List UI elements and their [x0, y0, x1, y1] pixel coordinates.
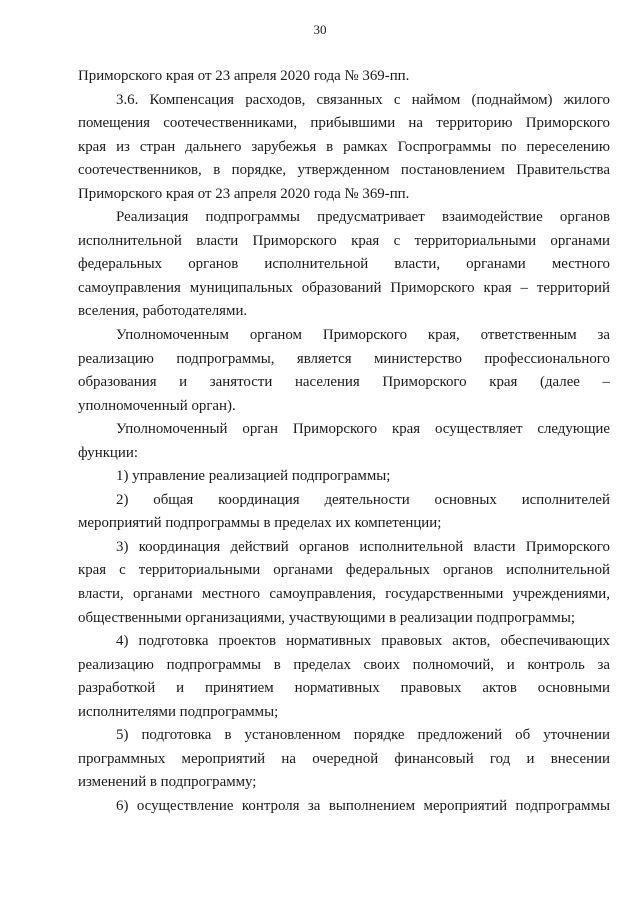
- paragraph: [78, 206, 610, 324]
- paragraph: [78, 65, 610, 89]
- text-line: 3.6. Компенсация расходов, связанных с наймом (поднаймом) жилого: [116, 91, 610, 108]
- paragraph: [78, 536, 610, 630]
- text-line: Уполномоченным органом Приморского края, ответственным за: [116, 327, 610, 344]
- text-line: изменений в подпрограмму;: [78, 774, 257, 791]
- text-line: власти, органами местного самоуправления, государственными учреждениями,: [78, 586, 610, 603]
- text-line: самоуправления муниципальных образований Приморского края – территорий: [78, 279, 610, 296]
- text-line: исполнителями подпрограммы;: [78, 703, 279, 720]
- text-line: края из стран дальнего зарубежья в рамках Госпрограммы по переселению: [78, 138, 610, 155]
- paragraph: [78, 724, 610, 795]
- text-line: 5) подготовка в установленном порядке предложений об уточнении: [116, 727, 610, 744]
- text-line: федеральных органов исполнительной власти, органами местного: [78, 256, 610, 273]
- text-line: программных мероприятий на очередной финансовый год и внесении: [78, 750, 610, 767]
- document-body: [78, 65, 610, 819]
- paragraph: [78, 489, 610, 536]
- text-line: мероприятий подпрограммы в пределах их компетенции;: [78, 515, 442, 532]
- text-line: 6) осуществление контроля за выполнением мероприятий подпрограммы: [116, 797, 610, 814]
- text-line: 4) подготовка проектов нормативных правовых актов, обеспечивающих: [116, 633, 610, 650]
- text-line: Приморского края от 23 апреля 2020 года № 369-пп.: [78, 68, 410, 84]
- paragraph: [78, 630, 610, 724]
- paragraph: [78, 89, 610, 207]
- paragraph: [78, 418, 610, 465]
- text-line: разработкой и принятием нормативных правовых актов основными: [78, 680, 610, 697]
- paragraph: [78, 795, 610, 819]
- text-line: реализацию подпрограммы в пределах своих полномочий, и контроль за: [78, 656, 610, 673]
- text-line: соотечественников, в порядке, утвержденном постановлением Правительства: [78, 162, 610, 179]
- page-number: 30: [313, 22, 327, 37]
- text-line: 1) управление реализацией подпрограммы;: [116, 468, 391, 485]
- text-line: Уполномоченный орган Приморского края осуществляет следующие: [116, 421, 610, 438]
- text-line: исполнительной власти Приморского края с территориальными органами: [78, 232, 610, 249]
- text-line: Реализация подпрограммы предусматривает взаимодействие органов: [116, 209, 610, 226]
- paragraph: [78, 465, 610, 489]
- text-line: края с территориальными органами федеральных органов исполнительной: [78, 562, 610, 579]
- text-line: образования и занятости населения Приморского края (далее –: [78, 374, 610, 391]
- text-line: Приморского края от 23 апреля 2020 года № 369-пп.: [78, 185, 410, 202]
- text-line: 2) общая координация деятельности основных исполнителей: [116, 491, 610, 508]
- text-line: помещения соотечественниками, прибывшими на территорию Приморского: [78, 115, 610, 132]
- text-line: функции:: [78, 444, 138, 461]
- text-line: уполномоченный орган).: [78, 397, 236, 414]
- text-line: вселения, работодателями.: [78, 303, 248, 320]
- text-line: общественными организациями, участвующими в реализации подпрограммы;: [78, 609, 575, 626]
- text-line: реализацию подпрограммы, является министерство профессионального: [78, 350, 610, 367]
- paragraph: [78, 324, 610, 418]
- text-line: 3) координация действий органов исполнительной власти Приморского: [116, 538, 610, 555]
